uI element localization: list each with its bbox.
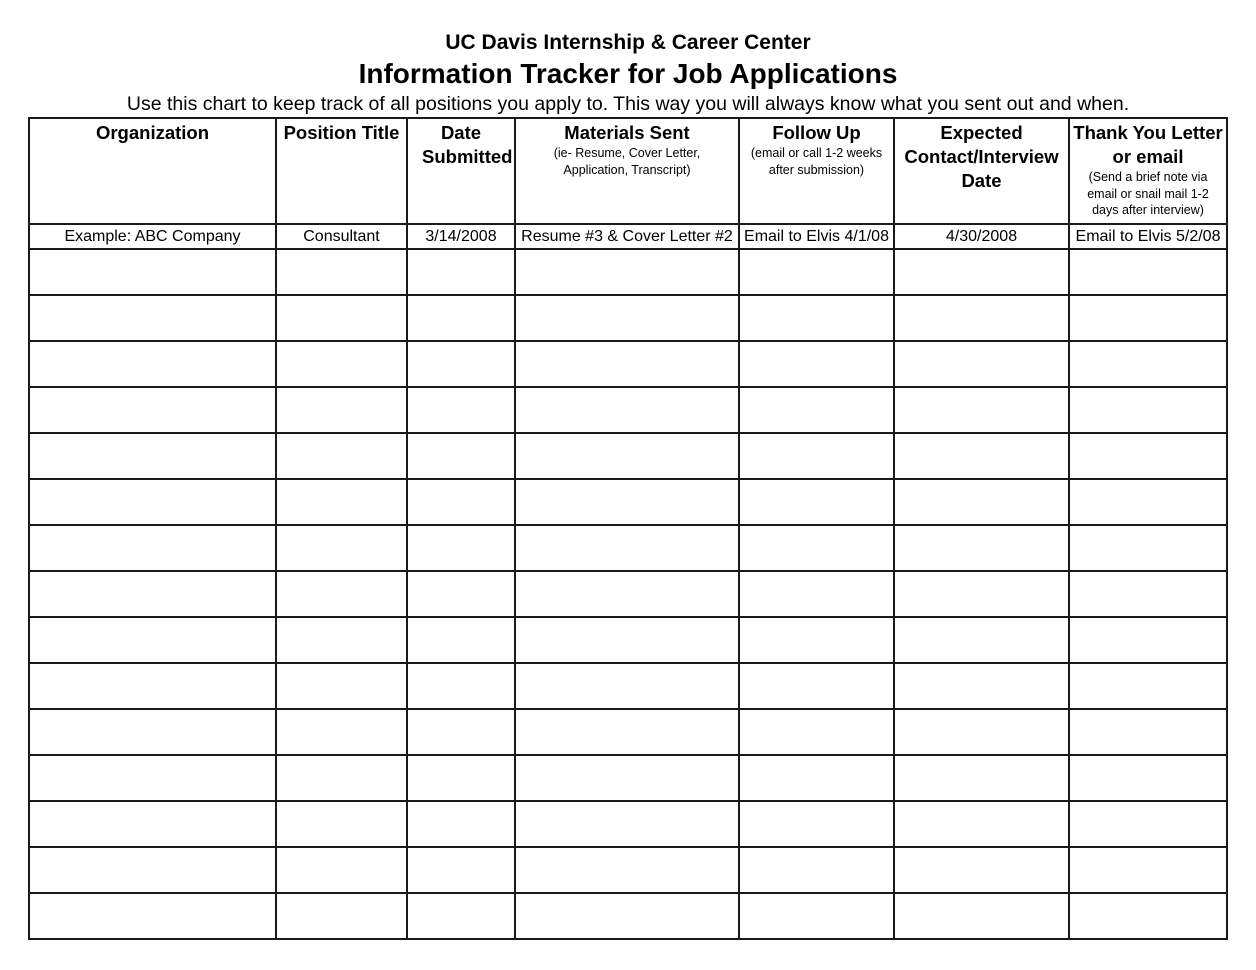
blank-entry-row	[29, 525, 1227, 571]
blank-materials-cell[interactable]	[515, 801, 739, 847]
blank-expected-date-cell[interactable]	[894, 387, 1069, 433]
job-application-tracker-table	[28, 117, 1228, 940]
example-row	[29, 224, 1227, 249]
blank-materials-cell[interactable]	[515, 755, 739, 801]
blank-position-cell[interactable]	[276, 709, 407, 755]
header-expected-contact-date-label: Expected Contact/Interview Date	[904, 122, 1059, 191]
header-organization-label: Organization	[95, 122, 210, 143]
blank-date-submitted-cell[interactable]	[407, 295, 515, 341]
blank-expected-date-cell[interactable]	[894, 249, 1069, 295]
header-organization	[29, 118, 276, 224]
blank-materials-cell[interactable]	[515, 525, 739, 571]
blank-organization-cell[interactable]	[29, 479, 276, 525]
header-materials-sent-label: Materials Sent	[564, 122, 690, 143]
header-date-submitted-label: Date Submitted	[422, 122, 513, 167]
blank-date-submitted-cell[interactable]	[407, 433, 515, 479]
blank-date-submitted-cell[interactable]	[407, 617, 515, 663]
blank-thank-you-cell[interactable]	[1069, 387, 1227, 433]
blank-entry-row	[29, 341, 1227, 387]
organization-title: UC Davis Internship & Career Center	[445, 31, 811, 54]
blank-entry-row	[29, 387, 1227, 433]
header-row	[29, 118, 1227, 224]
blank-organization-cell[interactable]	[29, 249, 276, 295]
blank-thank-you-cell[interactable]	[1069, 617, 1227, 663]
blank-thank-you-cell[interactable]	[1069, 525, 1227, 571]
blank-follow-up-cell[interactable]	[739, 847, 894, 893]
blank-date-submitted-cell[interactable]	[407, 571, 515, 617]
example-follow-up-cell: Email to Elvis 4/1/08	[739, 224, 894, 249]
blank-entry-row	[29, 709, 1227, 755]
blank-entry-row	[29, 893, 1227, 939]
blank-follow-up-cell[interactable]	[739, 479, 894, 525]
blank-follow-up-cell[interactable]	[739, 249, 894, 295]
blank-position-cell[interactable]	[276, 847, 407, 893]
blank-thank-you-cell[interactable]	[1069, 249, 1227, 295]
blank-position-cell[interactable]	[276, 249, 407, 295]
blank-entry-row	[29, 617, 1227, 663]
blank-position-cell[interactable]	[276, 295, 407, 341]
blank-expected-date-cell[interactable]	[894, 295, 1069, 341]
blank-position-cell[interactable]	[276, 433, 407, 479]
header-materials-sent-note: (ie- Resume, Cover Letter, Application, Transcript)	[553, 146, 701, 177]
blank-materials-cell[interactable]	[515, 387, 739, 433]
blank-expected-date-cell[interactable]	[894, 801, 1069, 847]
blank-position-cell[interactable]	[276, 479, 407, 525]
blank-materials-cell[interactable]	[515, 433, 739, 479]
blank-entry-row	[29, 801, 1227, 847]
blank-date-submitted-cell[interactable]	[407, 847, 515, 893]
blank-thank-you-cell[interactable]	[1069, 847, 1227, 893]
header-thank-you	[1069, 118, 1227, 224]
blank-thank-you-cell[interactable]	[1069, 479, 1227, 525]
blank-date-submitted-cell[interactable]	[407, 249, 515, 295]
header-position-title	[276, 118, 407, 224]
blank-follow-up-cell[interactable]	[739, 617, 894, 663]
blank-position-cell[interactable]	[276, 893, 407, 939]
blank-entry-row	[29, 663, 1227, 709]
blank-entry-row	[29, 433, 1227, 479]
blank-entry-row	[29, 479, 1227, 525]
header-thank-you-note: (Send a brief note via email or snail mail 1-2 days after interview)	[1087, 170, 1209, 217]
header-follow-up-label: Follow Up	[772, 122, 861, 143]
blank-materials-cell[interactable]	[515, 479, 739, 525]
blank-follow-up-cell[interactable]	[739, 341, 894, 387]
blank-expected-date-cell[interactable]	[894, 617, 1069, 663]
blank-position-cell[interactable]	[276, 801, 407, 847]
instructions-text: Use this chart to keep track of all positions you apply to. This way you will always know what you sent out and when.	[126, 93, 1130, 115]
blank-expected-date-cell[interactable]	[894, 847, 1069, 893]
blank-thank-you-cell[interactable]	[1069, 663, 1227, 709]
blank-expected-date-cell[interactable]	[894, 663, 1069, 709]
blank-organization-cell[interactable]	[29, 663, 276, 709]
blank-follow-up-cell[interactable]	[739, 801, 894, 847]
blank-date-submitted-cell[interactable]	[407, 755, 515, 801]
blank-expected-date-cell[interactable]	[894, 433, 1069, 479]
blank-thank-you-cell[interactable]	[1069, 295, 1227, 341]
blank-organization-cell[interactable]	[29, 617, 276, 663]
blank-follow-up-cell[interactable]	[739, 387, 894, 433]
blank-organization-cell[interactable]	[29, 709, 276, 755]
header-follow-up	[739, 118, 894, 224]
blank-materials-cell[interactable]	[515, 295, 739, 341]
blank-position-cell[interactable]	[276, 617, 407, 663]
blank-organization-cell[interactable]	[29, 801, 276, 847]
blank-thank-you-cell[interactable]	[1069, 801, 1227, 847]
blank-follow-up-cell[interactable]	[739, 433, 894, 479]
blank-follow-up-cell[interactable]	[739, 663, 894, 709]
blank-date-submitted-cell[interactable]	[407, 479, 515, 525]
blank-organization-cell[interactable]	[29, 847, 276, 893]
blank-position-cell[interactable]	[276, 387, 407, 433]
blank-thank-you-cell[interactable]	[1069, 571, 1227, 617]
blank-entry-row	[29, 847, 1227, 893]
example-date-submitted-cell: 3/14/2008	[407, 224, 515, 249]
blank-materials-cell[interactable]	[515, 709, 739, 755]
blank-materials-cell[interactable]	[515, 341, 739, 387]
example-materials-cell: Resume #3 & Cover Letter #2	[515, 224, 739, 249]
blank-thank-you-cell[interactable]	[1069, 755, 1227, 801]
blank-materials-cell[interactable]	[515, 847, 739, 893]
blank-organization-cell[interactable]	[29, 525, 276, 571]
blank-follow-up-cell[interactable]	[739, 525, 894, 571]
blank-follow-up-cell[interactable]	[739, 893, 894, 939]
blank-materials-cell[interactable]	[515, 249, 739, 295]
header-materials-sent	[515, 118, 739, 224]
blank-position-cell[interactable]	[276, 525, 407, 571]
blank-materials-cell[interactable]	[515, 893, 739, 939]
header-expected-contact-date	[894, 118, 1069, 224]
example-organization-cell: Example: ABC Company	[29, 224, 276, 249]
blank-expected-date-cell[interactable]	[894, 525, 1069, 571]
blank-expected-date-cell[interactable]	[894, 479, 1069, 525]
blank-date-submitted-cell[interactable]	[407, 893, 515, 939]
blank-entry-row	[29, 249, 1227, 295]
blank-organization-cell[interactable]	[29, 341, 276, 387]
blank-organization-cell[interactable]	[29, 433, 276, 479]
example-position-cell: Consultant	[276, 224, 407, 249]
example-thank-you-cell: Email to Elvis 5/2/08	[1069, 224, 1227, 249]
blank-date-submitted-cell[interactable]	[407, 801, 515, 847]
blank-materials-cell[interactable]	[515, 571, 739, 617]
blank-thank-you-cell[interactable]	[1069, 341, 1227, 387]
blank-position-cell[interactable]	[276, 341, 407, 387]
example-expected-date-cell: 4/30/2008	[894, 224, 1069, 249]
blank-date-submitted-cell[interactable]	[407, 709, 515, 755]
blank-organization-cell[interactable]	[29, 755, 276, 801]
blank-expected-date-cell[interactable]	[894, 709, 1069, 755]
header-date-submitted	[407, 118, 515, 224]
blank-expected-date-cell[interactable]	[894, 755, 1069, 801]
blank-position-cell[interactable]	[276, 571, 407, 617]
header-thank-you-label: Thank You Letter or email	[1073, 122, 1223, 167]
header-follow-up-note: (email or call 1-2 weeks after submission)	[750, 146, 883, 177]
blank-follow-up-cell[interactable]	[739, 709, 894, 755]
blank-organization-cell[interactable]	[29, 387, 276, 433]
header-position-title-label: Position Title	[283, 122, 400, 143]
blank-date-submitted-cell[interactable]	[407, 341, 515, 387]
blank-date-submitted-cell[interactable]	[407, 663, 515, 709]
blank-position-cell[interactable]	[276, 755, 407, 801]
document-title: Information Tracker for Job Applications	[358, 58, 898, 89]
blank-date-submitted-cell[interactable]	[407, 387, 515, 433]
blank-entry-row	[29, 295, 1227, 341]
blank-thank-you-cell[interactable]	[1069, 433, 1227, 479]
blank-thank-you-cell[interactable]	[1069, 709, 1227, 755]
blank-follow-up-cell[interactable]	[739, 571, 894, 617]
blank-organization-cell[interactable]	[29, 893, 276, 939]
blank-entry-row	[29, 571, 1227, 617]
blank-organization-cell[interactable]	[29, 571, 276, 617]
blank-expected-date-cell[interactable]	[894, 571, 1069, 617]
blank-organization-cell[interactable]	[29, 295, 276, 341]
blank-entry-row	[29, 755, 1227, 801]
blank-follow-up-cell[interactable]	[739, 295, 894, 341]
blank-follow-up-cell[interactable]	[739, 755, 894, 801]
blank-position-cell[interactable]	[276, 663, 407, 709]
blank-expected-date-cell[interactable]	[894, 893, 1069, 939]
blank-thank-you-cell[interactable]	[1069, 893, 1227, 939]
blank-date-submitted-cell[interactable]	[407, 525, 515, 571]
blank-expected-date-cell[interactable]	[894, 341, 1069, 387]
blank-materials-cell[interactable]	[515, 617, 739, 663]
blank-materials-cell[interactable]	[515, 663, 739, 709]
